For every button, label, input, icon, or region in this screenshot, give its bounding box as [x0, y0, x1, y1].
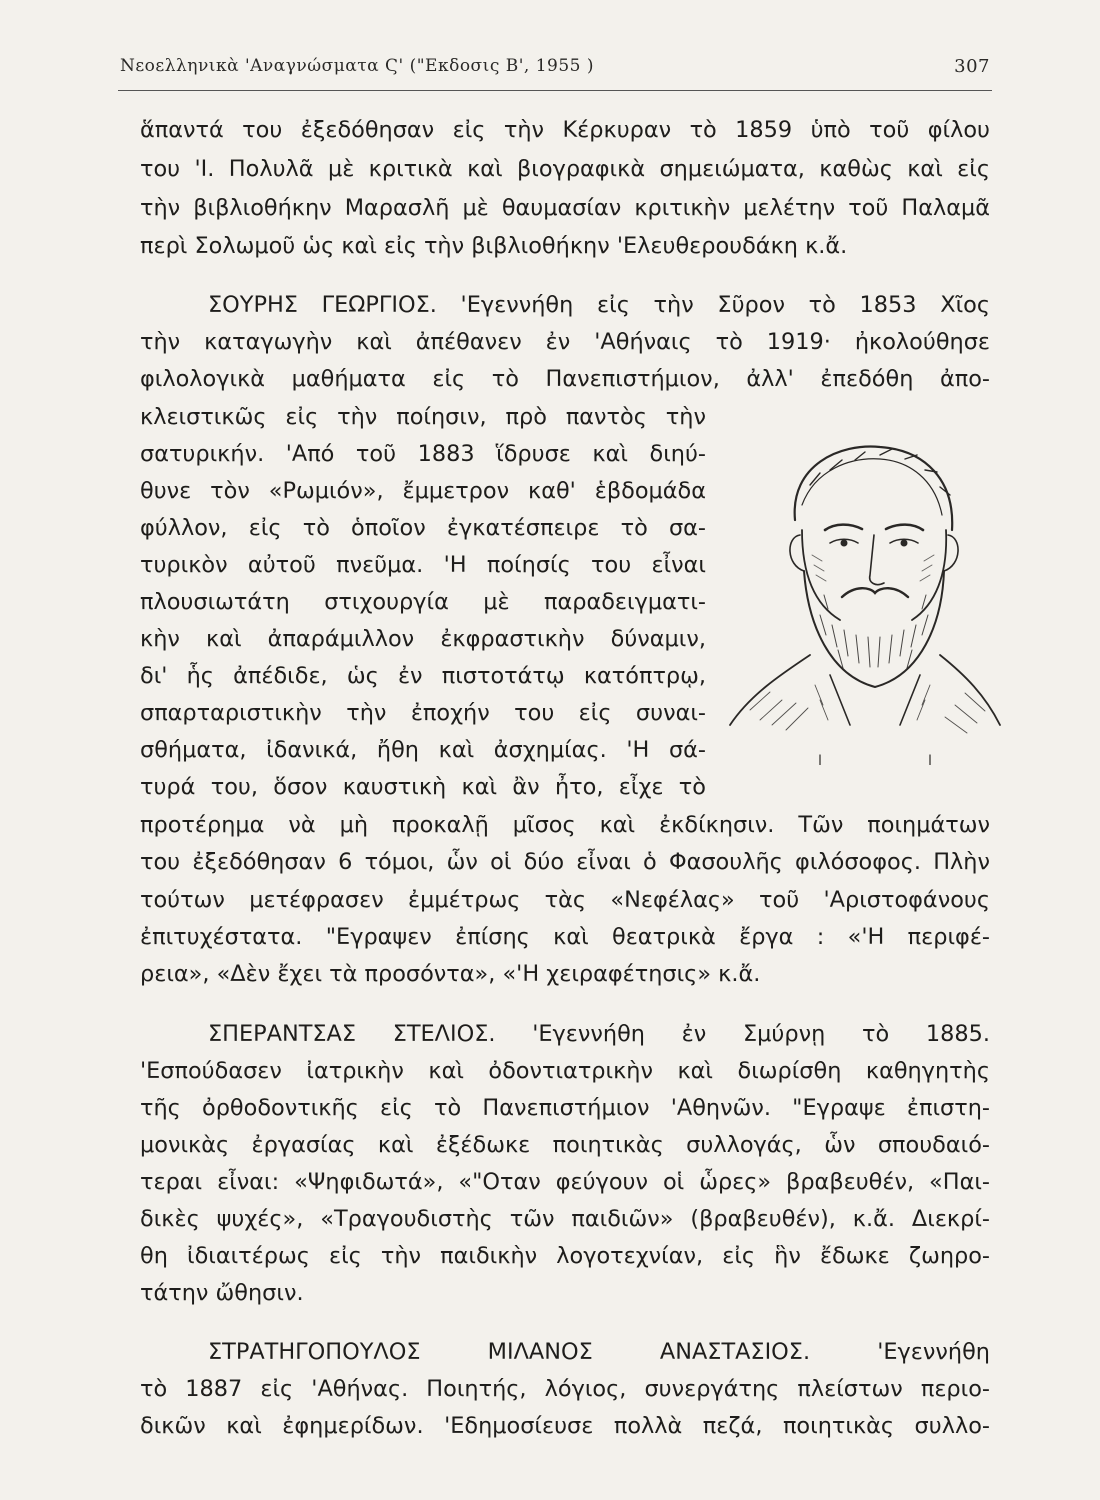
text-line: τυρά του, ὅσον καυστικὴ καὶ ἂν ἦτο, εἶχε τὸ	[140, 774, 706, 800]
text-line: ἅπαντά του ἐξεδόθησαν εἰς τὴν Κέρκυραν τὸ 1859 ὑπὸ τοῦ φίλου	[140, 117, 990, 143]
text-line: του 'Ι. Πολυλᾶ μὲ κριτικὰ καὶ βιογραφικὰ σημειώματα, καθὼς καὶ εἰς	[140, 156, 990, 182]
text-line: πλουσιωτάτη στιχουργία μὲ παραδειγματι-	[140, 589, 706, 615]
text-line: τάτην ὤθησιν.	[140, 1280, 304, 1306]
text-line: τὴν βιβλιοθήκην Μαρασλῆ μὲ θαυμασίαν κριτικὴν μελέτην τοῦ Παλαμᾶ	[140, 195, 990, 221]
portrait-face	[802, 530, 946, 620]
text-line: τυρικὸν αὐτοῦ πνεῦμα. 'Η ποίησίς του εἶναι	[140, 552, 706, 578]
entry-heading-line: ΣΠΕΡΑΝΤΣΑΣ ΣΤΕΛΙΟΣ. 'Εγεννήθη ἐν Σμύρνῃ τὸ 1885.	[208, 1021, 990, 1047]
text-line: δικὲς ψυχές», «Τραγουδιστὴς τῶν παιδιῶν» (βραβευθέν), κ.ἄ. Διεκρί-	[140, 1206, 990, 1232]
portrait-beard	[804, 571, 944, 687]
portrait-engraving	[720, 425, 1005, 765]
text-line: 'Εσπούδασεν ἰατρικὴν καὶ ὀδοντιατρικὴν καὶ διωρίσθη καθηγητὴς	[140, 1058, 990, 1084]
portrait-moustache	[842, 588, 908, 597]
text-line: δι' ἧς ἀπέδιδε, ὡς ἐν πιστοτάτῳ κατόπτρῳ,	[140, 663, 706, 689]
text-line: του ἐξεδόθησαν 6 τόμοι, ὧν οἱ δύο εἶναι ὁ Φασουλῆς φιλόσοφος. Πλὴν	[140, 849, 990, 875]
text-line: ἐπιτυχέστατα. "Εγραψεν ἐπίσης καὶ θεατρικὰ ἔργα : «'Η περιφέ-	[140, 924, 990, 950]
text-line: θυνε τὸν «Ρωμιόν», ἔμμετρον καθ' ἑβδομάδα	[140, 478, 706, 504]
text-line: σπαρταριστικὴν τὴν ἐποχήν του εἰς συναι-	[140, 700, 706, 726]
header-rule	[118, 90, 992, 91]
text-line: ρεια», «Δὲν ἔχει τὰ προσόντα», «'Η χειραφέτησις» κ.ἄ.	[140, 961, 761, 987]
text-line: φιλολογικὰ μαθήματα εἰς τὸ Πανεπιστήμιον, ἀλλ' ἐπεδόθη ἀπο-	[140, 366, 990, 392]
text-line: σατυρικήν. 'Από τοῦ 1883 ἵδρυσε καὶ διηύ-	[140, 441, 706, 467]
text-line: σθήματα, ἰδανικά, ἤθη καὶ ἀσχημίας. 'Η σά-	[140, 737, 706, 763]
text-line: τούτων μετέφρασεν ἐμμέτρως τὰς «Νεφέλας» τοῦ 'Αριστοφάνους	[140, 887, 990, 913]
running-header	[120, 56, 990, 86]
text-line: δικῶν καὶ ἐφημερίδων. 'Εδημοσίευσε πολλὰ πεζά, ποιητικὰς συλλο-	[140, 1413, 990, 1439]
text-line: τὴν καταγωγὴν καὶ ἀπέθανεν ἐν 'Αθήναις τὸ 1919· ἠκολούθησε	[140, 329, 990, 355]
text-line: τὸ 1887 εἰς 'Αθήνας. Ποιητής, λόγιος, συνεργάτης πλείστων περιο-	[140, 1376, 990, 1402]
text-line: θη ἰδιαιτέρως εἰς τὴν παιδικὴν λογοτεχνίαν, εἰς ἣν ἔδωκε ζωηρο-	[140, 1243, 990, 1269]
text-line: τῆς ὀρθοδοντικῆς εἰς τὸ Πανεπιστήμιον 'Αθηνῶν. "Εγραψε ἐπιστη-	[140, 1095, 990, 1121]
entry-heading-line: ΣΤΡΑΤΗΓΟΠΟΥΛΟΣ ΜΙΛΑΝΟΣ ΑΝΑΣΤΑΣΙΟΣ. 'Εγεννήθη	[208, 1339, 990, 1365]
text-line: κὴν καὶ ἀπαράμιλλον ἐκφραστικὴν δύναμιν,	[140, 626, 706, 652]
text-line: περὶ Σολωμοῦ ὡς καὶ εἰς τὴν βιβλιοθήκην 'Ελευθερουδάκη κ.ἄ.	[140, 233, 848, 259]
text-line: κλειστικῶς εἰς τὴν ποίησιν, πρὸ παντὸς τὴν	[140, 404, 706, 430]
text-line: μονικὰς ἐργασίας καὶ ἐξέδωκε ποιητικὰς συλλογάς, ὧν σπουδαιό-	[140, 1132, 990, 1158]
book-title: Νεοελληνικὰ 'Αναγνώσματα Ϛ' ("Εκδοσις Β', 1955 )	[120, 56, 595, 76]
text-line: τεραι εἶναι: «Ψηφιδωτά», «"Οταν φεύγουν οἱ ὧρες» βραβευθέν, «Παι-	[140, 1169, 990, 1195]
entry-heading-line: ΣΟΥΡΗΣ ΓΕΩΡΓΙΟΣ. 'Εγεννήθη εἰς τὴν Σῦρον τὸ 1853 Χῖος	[208, 292, 990, 318]
text-line: προτέρημα νὰ μὴ προκαλῇ μῖσος καὶ ἐκδίκησιν. Τῶν ποιημάτων	[140, 812, 990, 838]
portrait-coat	[730, 655, 1000, 725]
page-number: 307	[954, 56, 990, 77]
text-line: φύλλον, εἰς τὸ ὁποῖον ἐγκατέσπειρε τὸ σα-	[140, 515, 706, 541]
